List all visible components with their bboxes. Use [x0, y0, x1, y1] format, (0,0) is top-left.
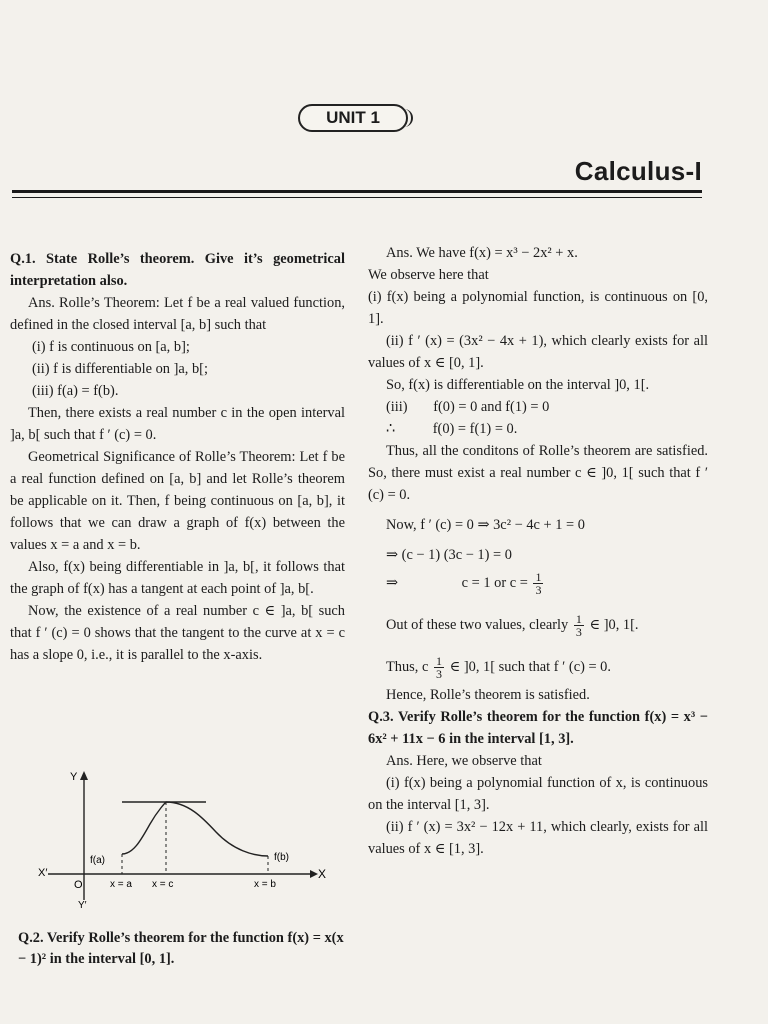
- cond-3-label: (iii): [386, 399, 408, 415]
- answer-2-cond-2: (ii) f ′ (x) = (3x² − 4x + 1), which clearly exists for all values of x ∈ [0, 1].: [368, 333, 708, 371]
- condition-1: (i) f is continuous on [a, b];: [32, 339, 190, 355]
- condition-2: (ii) f is differentiable on ]a, b[;: [32, 361, 208, 377]
- conditions-satisfied: Thus, all the conditons of Rolle’s theorem are satisfied. So, there must exist a real number c ∈ ]0, 1[ such that f ′ (c) = 0.: [368, 443, 708, 503]
- answer-2-cond-1: (i) f(x) being a polynomial function, is continuous on [0, 1].: [368, 289, 708, 327]
- factored-equation: ⇒ (c − 1) (3c − 1) = 0: [386, 547, 512, 563]
- answer-2-intro: Ans. We have f(x) = x³ − 2x² + x.: [386, 245, 578, 261]
- c-values-row: [368, 566, 708, 600]
- x-equals-b-label: x = b: [254, 879, 276, 890]
- answer-3-intro: Ans. Here, we observe that: [386, 753, 542, 769]
- answer-3-cond-2: (ii) f ′ (x) = 3x² − 12x + 11, which clearly, exists for all values of x ∈ [1, 3].: [368, 819, 708, 857]
- x-negative-label: X′: [38, 867, 48, 879]
- out-of-values-text: Out of these two values, clearly: [386, 617, 569, 633]
- left-column: [10, 248, 345, 666]
- x-axis-arrow: [310, 870, 318, 878]
- tangent-paragraph: Now, the existence of a real number c ∈ ]a, b[ such that f ′ (c) = 0 shows that the tangent to the curve at x = c has a slope 0, i.e., it is parallel to the x-axis.: [10, 603, 345, 663]
- differentiable-line: So, f(x) is differentiable on the interval ]0, 1[.: [386, 377, 650, 393]
- therefore-symbol: ∴: [386, 421, 396, 437]
- x-axis-label: X: [318, 867, 327, 881]
- therefore-line: [368, 418, 708, 440]
- header-rule-thick: [12, 190, 702, 193]
- out-of-values-row: [368, 608, 708, 642]
- thus-c-row: [368, 650, 708, 684]
- theorem-satisfied: Hence, Rolle’s theorem is satisfied.: [386, 687, 590, 703]
- answer-2-cond-3: [368, 396, 708, 418]
- answer-1-intro: Ans. Rolle’s Theorem: Let f be a real valued function, defined in the closed interval [a, b] such that: [10, 295, 345, 333]
- function-curve: [122, 802, 268, 856]
- question-1: Q.1. State Rolle’s theorem. Give it’s geometrical interpretation also.: [10, 251, 345, 289]
- rolle-graph: [38, 768, 338, 908]
- y-negative-label: Y′: [78, 900, 87, 908]
- therefore-equation: f(0) = f(1) = 0.: [432, 421, 518, 437]
- question-3: Q.3. Verify Rolle’s theorem for the function f(x) = x³ − 6x² + 11x − 6 in the interval [1, 3].: [368, 709, 708, 747]
- fraction-one-third-3: $\frac{1}{3}$: [435, 654, 442, 682]
- geometrical-significance: Geometrical Significance of Rolle’s Theorem: Let f be a real function defined on [a, b] and let Rolle’s theorem be applicable on it. Then, f being continuous on [a, b], it follows that we can draw a graph of f(x) between the values x = a and x = b.: [10, 449, 345, 553]
- y-axis-label: Y: [70, 771, 78, 783]
- header-rule-thin: [12, 197, 702, 198]
- implies-symbol: ⇒: [386, 575, 399, 591]
- c-values: c = 1 or c =: [461, 575, 528, 591]
- thus-c-text: Thus, c: [386, 659, 429, 675]
- cond-3-equation: f(0) = 0 and f(1) = 0: [433, 399, 550, 415]
- thus-c-interval: ∈ ]0, 1[ such that f ′ (c) = 0.: [449, 659, 611, 675]
- theorem-conclusion: Then, there exists a real number c in the open interval ]a, b[ such that f ′ (c) = 0.: [10, 405, 345, 443]
- answer-3-cond-1: (i) f(x) being a polynomial function of x, is continuous on the interval [1, 3].: [368, 775, 708, 813]
- out-of-values-interval: ∈ ]0, 1[.: [589, 617, 639, 633]
- origin-label: O: [74, 879, 83, 891]
- question-2: Q.2. Verify Rolle’s theorem for the function f(x) = x(x − 1)² in the interval [0, 1].: [18, 930, 344, 968]
- y-axis-arrow: [80, 771, 88, 780]
- x-equals-a-label: x = a: [110, 879, 132, 890]
- differentiable-paragraph: Also, f(x) being differentiable in ]a, b[, it follows that the graph of f(x) has a tangent at each point of ]a, b[.: [10, 559, 345, 597]
- observe-line: We observe here that: [368, 267, 489, 283]
- x-equals-c-label: x = c: [152, 879, 174, 890]
- fa-label: f(a): [90, 855, 105, 866]
- right-column: [368, 242, 708, 860]
- unit-badge: UNIT 1: [298, 104, 408, 132]
- condition-3: (iii) f(a) = f(b).: [32, 383, 119, 399]
- fraction-one-third-2: $\frac{1}{3}$: [575, 612, 582, 640]
- fb-label: f(b): [274, 852, 289, 863]
- derivative-equation: Now, f ′ (c) = 0 ⇒ 3c² − 4c + 1 = 0: [386, 517, 585, 533]
- fraction-one-third: $\frac{1}{3}$: [535, 570, 542, 598]
- chapter-title: Calculus-I: [574, 156, 702, 186]
